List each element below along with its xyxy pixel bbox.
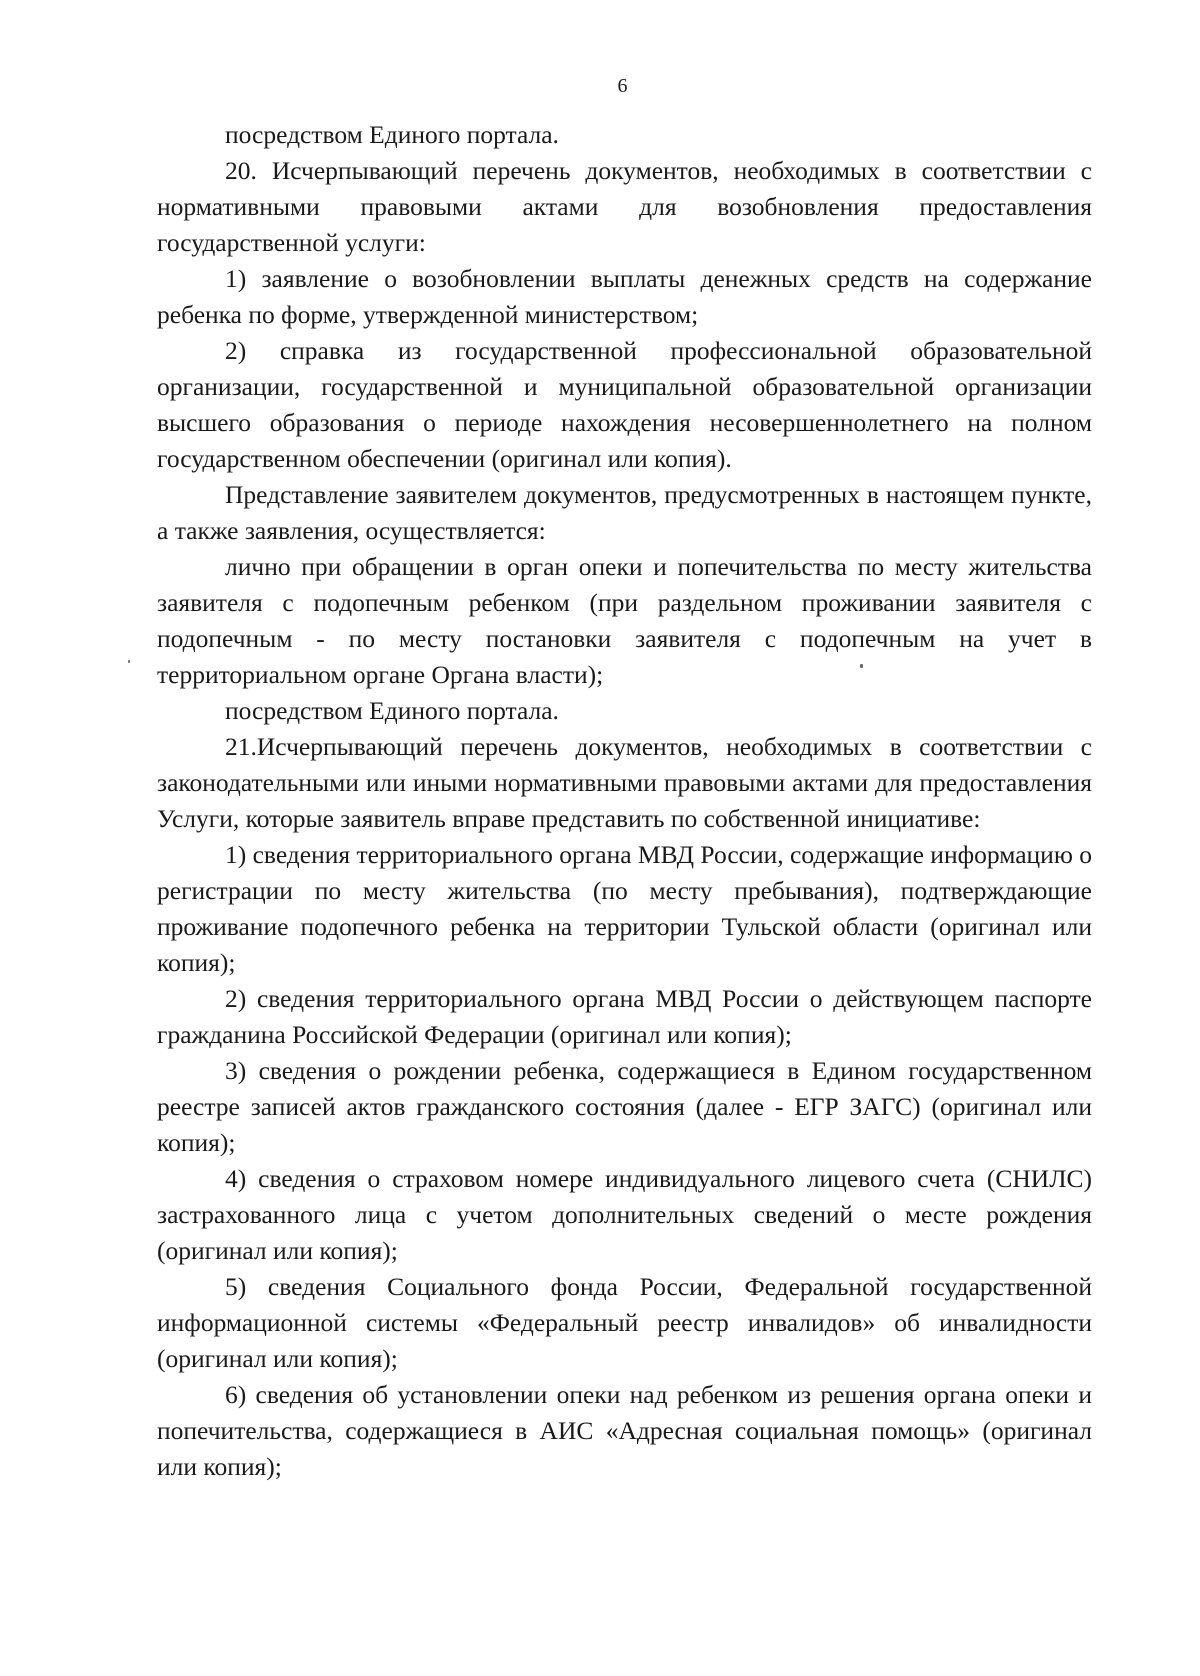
paragraph-21-1-mvd-registration: 1) сведения территориального органа МВД России, содержащие информацию о регистрации по месту жительства (по месту пребывания), подтверждающие проживание подопечного ребенка на территории Тульской области (оригинал или копия);	[157, 840, 1092, 977]
paragraph-21-4-snils: 4) сведения о страховом номере индивидуального лицевого счета (СНИЛС) застрахованного лица с учетом дополнительных сведений о месте рождения (оригинал или копия);	[157, 1164, 1092, 1265]
paragraph-item-20: 20. Исчерпывающий перечень документов, необходимых в соответствии с нормативными правовыми актами для возобновления предоставления государственной услуги:	[157, 156, 1092, 257]
paragraph-submission: Представление заявителем документов, предусмотренных в настоящем пункте, а также заявления, осуществляется:	[157, 480, 1092, 545]
paragraph-21-3-birth-record: 3) сведения о рождении ребенка, содержащиеся в Едином государственном реестре записей актов гражданского состояния (далее - ЕГР ЗАГС) (оригинал или копия);	[157, 1056, 1092, 1157]
scan-speck	[860, 664, 863, 668]
paragraph-portal-1: посредством Единого портала.	[225, 120, 559, 149]
paragraph-21-2-mvd-passport: 2) сведения территориального органа МВД России о действующем паспорте гражданина Российской Федерации (оригинал или копия);	[157, 984, 1092, 1049]
paragraph-in-person: лично при обращении в орган опеки и попечительства по месту жительства заявителя с подопечным ребенком (при раздельном проживании заявителя с подопечным - по месту постановки заявителя с подопечным на учет в территориальном органе Органа власти);	[157, 552, 1092, 689]
document-body	[157, 117, 1092, 1485]
paragraph-21-6-guardianship: 6) сведения об установлении опеки над ребенком из решения органа опеки и попечительства, содержащиеся в АИС «Адресная социальная помощь» (оригинал или копия);	[157, 1380, 1092, 1481]
paragraph-20-2-certificate: 2) справка из государственной профессиональной образовательной организации, государственной и муниципальной образовательной организации высшего образования о периоде нахождения несовершеннолетнего на полном государственном обеспечении (оригинал или копия).	[157, 336, 1092, 473]
paragraph-21-5-disability: 5) сведения Социального фонда России, Федеральной государственной информационной системы «Федеральный реестр инвалидов» об инвалидности (оригинал или копия);	[157, 1272, 1092, 1373]
paragraph-20-1-application: 1) заявление о возобновлении выплаты денежных средств на содержание ребенка по форме, утвержденной министерством;	[157, 264, 1092, 329]
paragraph-item-21: 21.Исчерпывающий перечень документов, необходимых в соответствии с законодательными или иными нормативными правовыми актами для предоставления Услуги, которые заявитель вправе представить по собственной инициативе:	[157, 732, 1092, 833]
paragraph-portal-2: посредством Единого портала.	[225, 696, 559, 725]
page-number: 6	[617, 75, 628, 97]
scan-speck	[128, 660, 130, 663]
